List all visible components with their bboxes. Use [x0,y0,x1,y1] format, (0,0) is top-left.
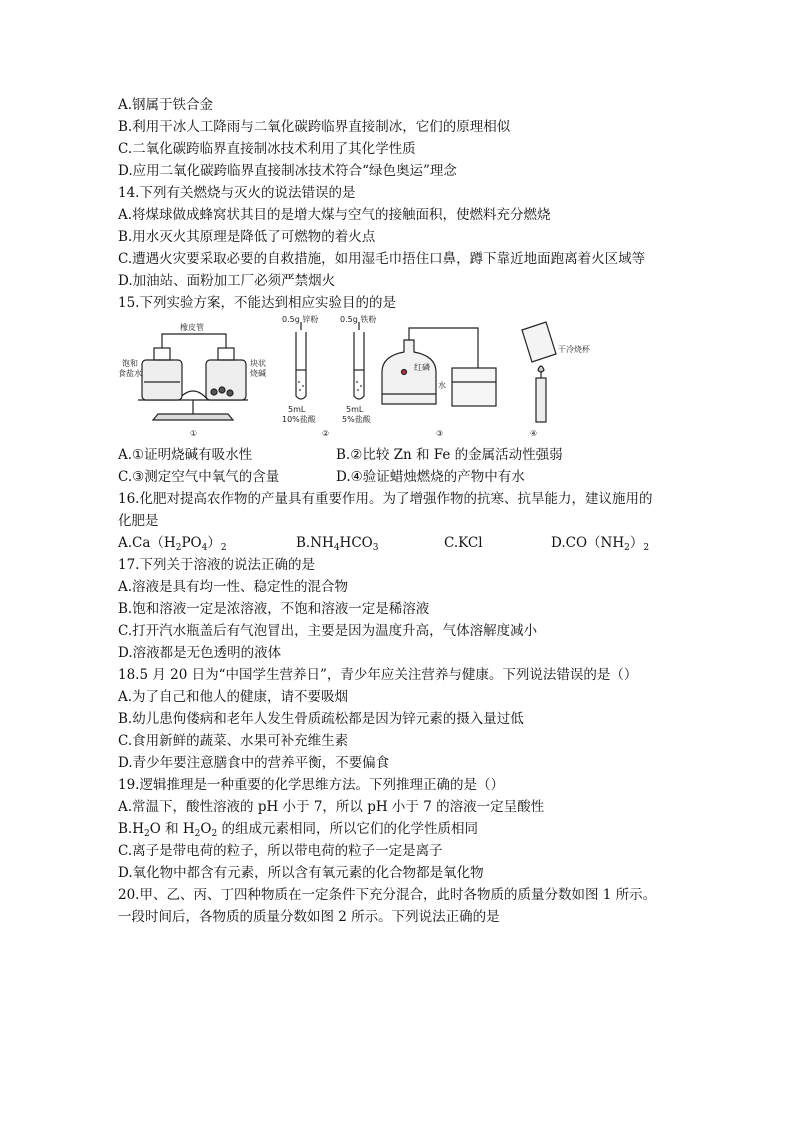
q18-stem: 18.5 月 20 日为“中国学生营养日”，青少年应关注营养与健康。下列说法错误的是（） [118,667,638,683]
q13-option-a: A.钢属于铁合金 [118,97,214,113]
figure-3-number: ③ [436,429,444,438]
acid1-volume: 5mL [288,405,306,414]
q16-option-c: C.KCl [444,535,483,551]
q19-stem: 19.逻辑推理是一种重要的化学思维方法。下列推理正确的是（） [118,777,504,793]
q17-stem: 17.下列关于溶液的说法正确的是 [118,557,315,573]
q15-option-a: A.①证明烧碱有吸水性 [118,447,253,463]
acid2-conc: 5%盐酸 [342,415,371,424]
q13-option-c: C.二氧化碳跨临界直接制冰技术利用了其化学性质 [118,141,416,157]
q14-stem: 14.下列有关燃烧与灭火的说法错误的是 [118,185,356,201]
q18-option-b: B.幼儿患佝偻病和老年人发生骨质疏松都是因为锌元素的摄入量过低 [118,711,524,727]
q20-stem-line1: 20.甲、乙、丙、丁四种物质在一定条件下充分混合，此时各物质的质量分数如图 1 所示。 [118,887,657,903]
test-tubes [296,322,364,399]
q13-option-d: D.应用二氧化碳跨临界直接制冰技术符合“绿色奥运”理念 [118,163,457,179]
q15-option-c: C.③测定空气中氧气的含量 [118,469,280,485]
q14-option-a: A.将煤球做成蜂窝状其目的是增大煤与空气的接触面积，使燃料充分燃烧 [118,207,551,223]
q17-option-d: D.溶液都是无色透明的液体 [118,645,282,661]
q17-option-b: B.饱和溶液一定是浓溶液，不饱和溶液一定是稀溶液 [118,601,430,617]
q18-option-d: D.青少年要注意膳食中的营养平衡，不要偏食 [118,755,390,771]
q14-option-b: B.用水灭火其原理是降低了可燃物的着火点 [118,229,376,245]
salt-water-label-2: 食盐水 [118,369,142,378]
q19-option-c: C.离子是带电荷的粒子，所以带电荷的粒子一定是离子 [118,843,443,859]
zn-powder-label: 0.5g 锌粉 [282,315,319,324]
q16-option-d: $D.CO(NH_2)_2$ [551,535,650,553]
metal-powder [298,381,362,391]
cold-beaker-label: 干冷烧杯 [558,345,590,354]
q17-option-c: C.打开汽水瓶盖后有气泡冒出，主要是因为温度升高，气体溶解度减小 [118,623,538,639]
q17-option-a: A.溶液是具有均一性、稳定性的混合物 [118,579,349,595]
q16-stem-line2: 化肥是 [118,513,159,529]
fe-powder-label: 0.5g 铁粉 [340,315,377,324]
q15-experiment-figure [118,312,590,444]
q20-stem-line2: 一段时间后，各物质的质量分数如图 2 所示。下列说法正确的是 [118,909,500,925]
figure-4-number: ④ [530,429,538,438]
acid1-conc: 10%盐酸 [282,415,316,424]
salt-water-label: 饱和 [122,359,138,368]
oxygen-apparatus [382,328,496,406]
q18-option-c: C.食用新鲜的蔬菜、水果可补充维生素 [118,733,349,749]
q19-option-d: D.氧化物中都含有元素，所以含有氧元素的化合物都是氧化物 [118,865,484,881]
naoh-label-2: 烧碱 [250,369,266,378]
q14-option-c: C.遭遇火灾要采取必要的自救措施，如用湿毛巾捂住口鼻，蹲下靠近地面跑离着火区域等 [118,251,646,267]
naoh-label: 块状 [250,359,266,368]
q16-option-b: $B.NH_4HCO_3$ [296,535,379,553]
acid2-volume: 5mL [346,405,364,414]
figure-2-number: ② [322,429,330,438]
q13-option-b: B.利用干冰人工降雨与二氧化碳跨临界直接制冰，它们的原理相似 [118,119,511,135]
candle-apparatus [522,322,556,422]
red-phosphorus-label: 红磷 [414,363,430,372]
q18-option-a: A.为了自己和他人的健康，请不要吸烟 [118,689,349,705]
q14-option-d: D.加油站、面粉加工厂必须严禁烟火 [118,273,336,289]
q16-stem-line1: 16.化肥对提高农作物的产量具有重要作用。为了增强作物的抗寒、抗旱能力，建议施用的 [118,491,653,507]
q19-option-b: $B.H_2O$ 和 $H_2O_2$ 的组成元素相同，所以它们的化学性质相同 [118,821,479,839]
q15-stem: 15.下列实验方案，不能达到相应实验目的的是 [118,295,396,311]
q15-option-d: D.④验证蜡烛燃烧的产物中有水 [336,469,525,485]
balance-apparatus [138,334,248,420]
rubber-tube-label: 橡皮管 [180,323,204,332]
q16-option-a: $A.Ca(H_2PO_4)_2$ [118,535,227,553]
water-label: 水 [438,381,446,390]
figure-1-number: ① [190,429,198,438]
q15-option-b: B.②比较 Zn 和 Fe 的金属活动性强弱 [336,447,563,463]
experiment-diagrams [118,312,590,444]
q19-option-a: A.常温下，酸性溶液的 pH 小于 7，所以 pH 小于 7 的溶液一定呈酸性 [118,799,545,815]
